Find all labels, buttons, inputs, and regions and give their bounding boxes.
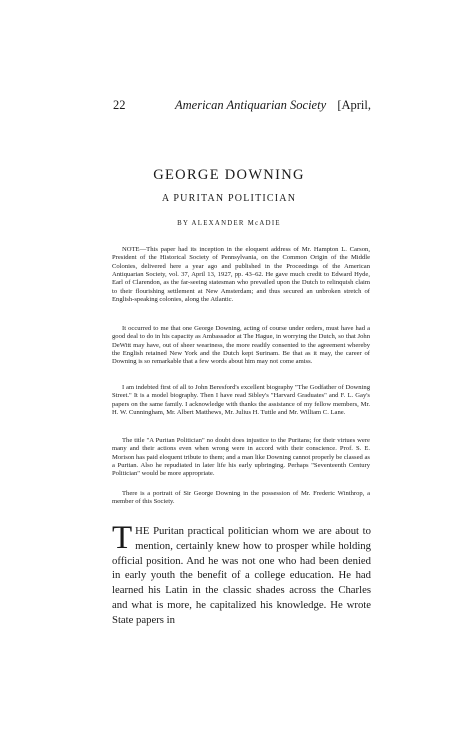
page-number: 22 — [113, 98, 126, 112]
running-head — [113, 97, 371, 113]
note-paragraph: There is a portrait of Sir George Downing in the possession of Mr. Frederic Winthrop, a member of this Society. — [112, 490, 370, 506]
note-paragraph: It occurred to me that one George Downing, acting of course under orders, must have had a good deal to do in his capacity as Ambassador at The Hague, in worrying the Dutch, so that John DeWitt may have, out of sheer weariness, the more readily consented to the agreement whereby the English retained New York and the Dutch kept Surinam. Be that as it may, the career of Downing is so remarkable that a few words about him may not come amiss. — [112, 325, 370, 366]
article-subtitle: A PURITAN POLITICIAN — [161, 193, 297, 204]
body-paragraph — [112, 520, 371, 628]
issue-month: [April, — [337, 98, 371, 112]
note-paragraph: NOTE—This paper had its inception in the eloquent address of Mr. Hampton L. Carson, President of the Historical Society of Pennsylvania, on the Common Origin of the Middle Colonies, delivered here a year ago and published in the Proceedings of the American Antiquarian Society, vol. 37, April 13, 1927, pp. 43–62. He gave much credit to Edward Hyde, Earl of Clarendon, as the far-seeing statesman who prevailed upon the Dutch to relinquish claim to their flourishing settlement at New Amsterdam; and thus secured an unbroken stretch of English-speaking colonies, along the Atlantic. — [112, 246, 370, 304]
article-title: GEORGE DOWNING — [153, 167, 305, 183]
drop-cap: T — [112, 520, 133, 556]
journal-title: American Antiquarian Society — [175, 98, 327, 112]
note-paragraph: The title "A Puritan Politician" no doubt does injustice to the Puritans; for their virtues were many and their actions even when wrong were in accord with their conscience. Prof. S. E. Morison has paid eloquent tribute to them; and a man like Downing cannot properly be classed as a Puritan. Also he repudiated in later life his early upbringing. Perhaps "Seventeenth Century Politician" would be more appropriate. — [112, 437, 370, 478]
article-byline: BY ALEXANDER McADIE — [177, 220, 281, 227]
body-text: HE Puritan practical politician whom we are about to mention, certainly knew how to prosper while holding official position. And he was not one who had been denied in early youth the benefit of a college education. He had learned his Latin in the classic shades across the Charles and what is more, he capitalized his knowledge. He wrote State papers in — [112, 525, 371, 626]
note-paragraph: I am indebted first of all to John Beresford's excellent biography "The Godfather of Downing Street." It is a model biography. Then I have read Sibley's "Harvard Graduates" and F. L. Gay's papers on the same family. I acknowledge with thanks the assistance of my fellow members, Mr. H. W. Cunningham, Mr. Albert Matthews, Mr. Julius H. Tuttle and Mr. William C. Lane. — [112, 384, 370, 417]
